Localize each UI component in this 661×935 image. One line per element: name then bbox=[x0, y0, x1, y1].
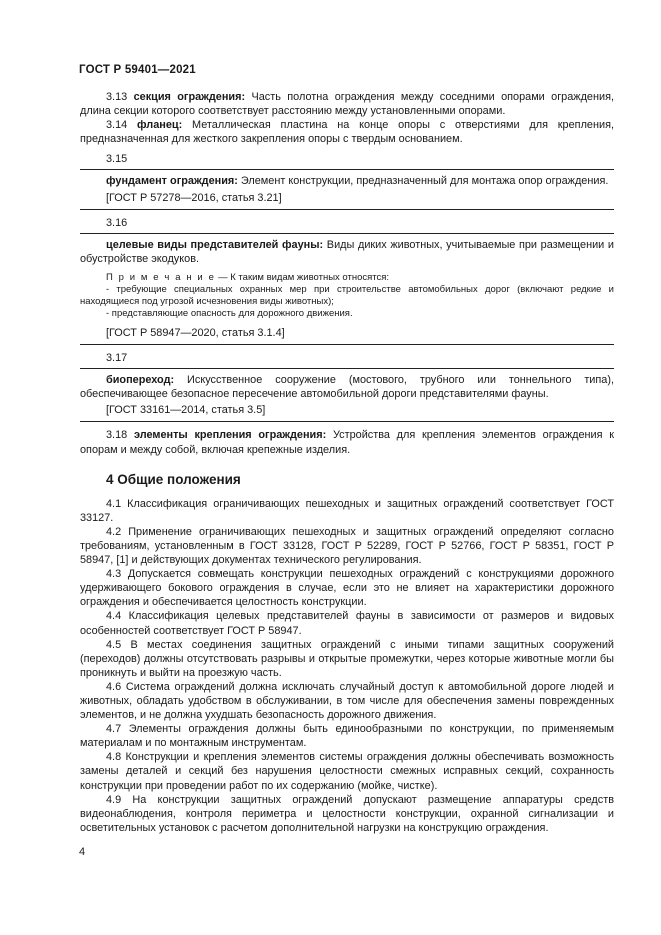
term-definition: Часть полотна ограждения между соседними опорами ограждения, длина секции которого соответствует расстоянию между установленными опорами. bbox=[80, 91, 614, 118]
term-definition: Устройства для крепления элементов ограждения к опорам и между собой, включая крепежные изделия. bbox=[80, 429, 615, 456]
term-box-3-15 bbox=[80, 169, 614, 209]
document-body bbox=[80, 90, 614, 835]
term-number-3-16: 3.16 bbox=[106, 216, 128, 229]
term-3-13 bbox=[80, 90, 614, 118]
term-definition: Виды диких животных, учитываемые при размещении и обустройстве экодуков. bbox=[80, 238, 614, 265]
page-number: 4 bbox=[79, 846, 86, 858]
term-name: секция ограждения: bbox=[133, 91, 246, 103]
paragraph-4-7: 4.7 Элементы ограждения должны быть единообразными по конструкции, по применяемым материалам и по монтажным инструментам. bbox=[80, 723, 614, 750]
term-reference: [ГОСТ 33161—2014, статья 3.5] bbox=[106, 404, 266, 417]
term-number: 3.13 bbox=[106, 91, 128, 103]
term-definition: Элемент конструкции, предназначенный для монтажа опор ограждения. bbox=[237, 175, 609, 188]
term-name: целевые виды представителей фауны: bbox=[106, 238, 324, 251]
term-3-15 bbox=[80, 174, 614, 188]
term-number-3-17: 3.17 bbox=[106, 352, 128, 365]
paragraph-4-9: 4.9 На конструкции защитных ограждений допускают размещение аппаратуры средств видеонаблюдения, контроля периметра и целостности конструкции, охранной сигнализации и осветительных установок с расчетом дополнительной нагрузки на конструкцию ограждения. bbox=[80, 793, 614, 834]
term-note bbox=[80, 272, 614, 320]
note-line-2: - представляющие опасность для дорожного движения. bbox=[106, 307, 353, 319]
term-3-18 bbox=[80, 428, 614, 456]
paragraph-4-4: 4.4 Классификация целевых представителей фауны в зависимости от размеров и видовых особенностей соответствует ГОСТ Р 58947. bbox=[80, 610, 614, 637]
term-number: 3.18 bbox=[106, 429, 128, 442]
term-name: фланец: bbox=[137, 119, 183, 132]
paragraph-4-5: 4.5 В местах соединения защитных ограждений с иными типами защитных сооружений (переходов) должны отсутствовать разрывы и открытые промежутки, через которые животные могли бы проникнуть и выйти на проезжую часть. bbox=[80, 638, 614, 679]
term-definition: Искусственное сооружение (мостового, трубного или тоннельного типа), обеспечивающее безопасное пересечение автомобильной дороги представителями фауны. bbox=[80, 374, 614, 401]
note-line-1: - требующие специальных охранных мер при строительстве автомобильных дорог (включают редкие и находящиеся под угрозой исчезновения виды животных); bbox=[80, 283, 614, 307]
term-3-16 bbox=[80, 238, 614, 266]
note-text: — К таким видам животных относятся: bbox=[215, 271, 390, 283]
term-number-3-15: 3.15 bbox=[106, 153, 128, 166]
paragraph-4-8: 4.8 Конструкции и крепления элементов системы ограждения должны обеспечивать возможность замены деталей и секций без нарушения целостности смежных исправных секций, сохранность конструкции при проведении работ по их содержанию (мойке, чистке). bbox=[80, 751, 614, 792]
term-name: элементы крепления ограждения: bbox=[133, 429, 327, 442]
term-number: 3.14 bbox=[106, 119, 128, 132]
term-reference: [ГОСТ Р 57278—2016, статья 3.21] bbox=[106, 191, 282, 204]
paragraph-4-3: 4.3 Допускается совмещать конструкции пешеходных ограждений с конструкциями дорожного удерживающего бокового ограждения в случае, если это не влияет на характеристики дорожного ограждения и обеспечивается целостность конструкции. bbox=[80, 568, 614, 609]
paragraph-4-2: 4.2 Применение ограничивающих пешеходных и защитных ограждений определяют согласно требованиям, установленным в ГОСТ 33128, ГОСТ Р 52289, ГОСТ Р 52766, ГОСТ Р 58351, ГОСТ Р 58947, [1] и действующих документах технического регулирования. bbox=[80, 525, 614, 567]
note-label: П р и м е ч а н и е bbox=[106, 271, 216, 283]
term-3-14 bbox=[80, 118, 614, 146]
paragraph-4-6: 4.6 Система ограждений должна исключать случайный доступ к автомобильной дороге людей и животных, обладать удобством в обслуживании, в том числе для обеспечения замены поврежденных элементов, и не должна ухудшать безопасность дорожного движения. bbox=[80, 680, 614, 722]
term-box-3-17 bbox=[80, 368, 614, 422]
term-definition: Металлическая пластина на конце опоры с отверстиями для крепления, предназначенная для жесткого закрепления опоры с твердым основанием. bbox=[80, 119, 614, 146]
term-3-17 bbox=[80, 373, 614, 401]
paragraph-4-1: 4.1 Классификация ограничивающих пешеходных и защитных ограждений соответствует ГОСТ 33127. bbox=[80, 497, 614, 524]
term-box-3-16 bbox=[80, 233, 614, 345]
term-reference: [ГОСТ Р 58947—2020, статья 3.1.4] bbox=[106, 326, 285, 339]
term-name: биопереход: bbox=[106, 374, 175, 387]
term-name: фундамент ограждения: bbox=[106, 175, 238, 188]
section-title: 4 Общие положения bbox=[106, 471, 241, 487]
document-header: ГОСТ Р 59401—2021 bbox=[79, 64, 196, 76]
